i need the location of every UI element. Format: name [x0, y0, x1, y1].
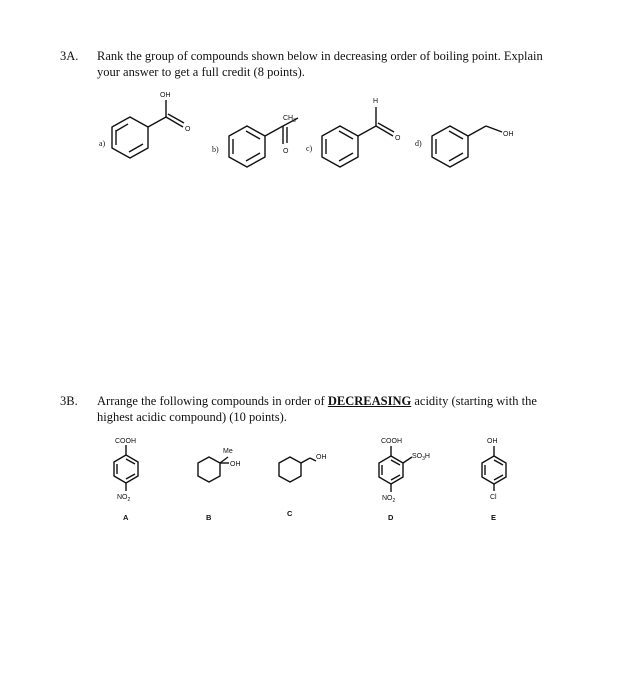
question-3a-line1: Rank the group of compounds shown below in decreasing order of boiling point. Explain [97, 49, 543, 63]
caption-3b-e: E [491, 513, 497, 522]
atom-o-3a-a: O [185, 126, 191, 133]
question-3b-line1-pre: Arrange the following compounds in order of [97, 394, 328, 408]
question-3b-number: 3B. [60, 394, 78, 408]
label-3a-b: b) [212, 145, 219, 154]
caption-3b-c: C [287, 509, 293, 518]
atom-cl-3b-e: Cl [490, 494, 497, 501]
question-3b-emphasis: DECREASING [327, 394, 412, 408]
question-3a-line2: your answer to get a full credit (8 points). [97, 65, 305, 79]
atom-oh-3b-e: OH [487, 438, 498, 445]
compound-3a-d [432, 126, 502, 167]
compound-3b-c [279, 457, 316, 482]
question-3b-line1-post: acidity (starting with the [411, 394, 537, 408]
atom-oh-3b-c: OH [316, 454, 327, 461]
caption-3b-a: A [123, 513, 129, 522]
atom-so3h-3b-d: $SO_3H$ [412, 453, 430, 462]
label-3a-a: a) [99, 139, 106, 148]
caption-3b-d: D [388, 513, 394, 522]
atom-no2-3b-d: $NO_2$ [382, 495, 396, 504]
compound-3b-b [198, 457, 229, 482]
label-3a-c: c) [306, 144, 313, 153]
atom-oh-3b-b: OH [230, 461, 241, 468]
compound-3a-c [322, 107, 394, 167]
atom-o-3a-b: O [283, 148, 289, 155]
question-3a-number: 3A. [60, 49, 79, 63]
compound-3b-d [379, 446, 412, 492]
caption-3b-b: B [206, 513, 212, 522]
atom-o-3a-c: O [395, 135, 401, 142]
atom-cooh-3b-a: COOH [115, 438, 136, 445]
atom-ch3-3a-b: $CH_3$ [283, 115, 296, 124]
atom-oh-3a-d: OH [503, 131, 514, 138]
compound-3b-e [482, 446, 506, 491]
question-3b-line2: highest acidic compound) (10 points). [97, 410, 287, 424]
atom-no2-3b-a: $NO_2$ [117, 494, 131, 503]
compound-3a-b [229, 118, 298, 167]
compound-3b-a [114, 445, 138, 491]
atom-oh-3a-a: OH [160, 92, 171, 99]
atom-h-3a-c: H [373, 98, 379, 105]
atom-cooh-3b-d: COOH [381, 438, 402, 445]
atom-me-3b-b: Me [223, 448, 233, 455]
compound-3a-a [112, 100, 184, 158]
label-3a-d: d) [415, 139, 422, 148]
